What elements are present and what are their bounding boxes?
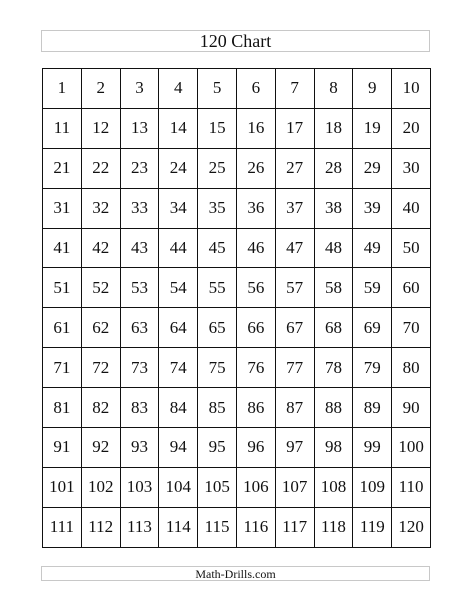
grid-cell: 16 (236, 108, 275, 148)
grid-cell: 56 (236, 268, 275, 308)
grid-cell: 85 (198, 388, 237, 428)
page-title-box (41, 30, 430, 52)
grid-cell: 11 (43, 108, 82, 148)
grid-cell: 119 (353, 507, 392, 547)
grid-cell: 70 (392, 308, 431, 348)
grid-row (43, 388, 431, 428)
grid-cell: 54 (159, 268, 198, 308)
grid-cell: 1 (43, 69, 82, 109)
grid-cell: 30 (392, 148, 431, 188)
grid-cell: 57 (275, 268, 314, 308)
grid-cell: 86 (236, 388, 275, 428)
number-chart-grid (42, 68, 431, 548)
grid-cell: 74 (159, 348, 198, 388)
grid-cell: 62 (81, 308, 120, 348)
grid-row (43, 228, 431, 268)
grid-cell: 99 (353, 428, 392, 468)
grid-cell: 25 (198, 148, 237, 188)
grid-cell: 77 (275, 348, 314, 388)
grid-cell: 108 (314, 467, 353, 507)
grid-cell: 44 (159, 228, 198, 268)
grid-cell: 71 (43, 348, 82, 388)
grid-cell: 13 (120, 108, 159, 148)
grid-cell: 107 (275, 467, 314, 507)
grid-cell: 79 (353, 348, 392, 388)
grid-cell: 14 (159, 108, 198, 148)
grid-cell: 23 (120, 148, 159, 188)
grid-cell: 28 (314, 148, 353, 188)
grid-cell: 117 (275, 507, 314, 547)
grid-cell: 47 (275, 228, 314, 268)
grid-cell: 3 (120, 69, 159, 109)
grid-cell: 53 (120, 268, 159, 308)
grid-row (43, 148, 431, 188)
grid-cell: 41 (43, 228, 82, 268)
grid-cell: 103 (120, 467, 159, 507)
grid-cell: 111 (43, 507, 82, 547)
grid-cell: 72 (81, 348, 120, 388)
grid-cell: 100 (392, 428, 431, 468)
grid-row (43, 188, 431, 228)
grid-cell: 26 (236, 148, 275, 188)
grid-row (43, 428, 431, 468)
grid-cell: 36 (236, 188, 275, 228)
grid-cell: 27 (275, 148, 314, 188)
grid-cell: 104 (159, 467, 198, 507)
grid-cell: 33 (120, 188, 159, 228)
grid-cell: 52 (81, 268, 120, 308)
grid-cell: 55 (198, 268, 237, 308)
grid-row (43, 348, 431, 388)
grid-cell: 34 (159, 188, 198, 228)
grid-cell: 31 (43, 188, 82, 228)
grid-cell: 82 (81, 388, 120, 428)
grid-cell: 32 (81, 188, 120, 228)
grid-row (43, 268, 431, 308)
grid-cell: 92 (81, 428, 120, 468)
grid-cell: 67 (275, 308, 314, 348)
grid-cell: 76 (236, 348, 275, 388)
grid-cell: 94 (159, 428, 198, 468)
grid-cell: 105 (198, 467, 237, 507)
footer-text: Math-Drills.com (195, 566, 276, 581)
grid-cell: 102 (81, 467, 120, 507)
grid-cell: 89 (353, 388, 392, 428)
page-title: 120 Chart (199, 31, 272, 51)
grid-cell: 115 (198, 507, 237, 547)
grid-cell: 87 (275, 388, 314, 428)
grid-cell: 81 (43, 388, 82, 428)
grid-cell: 116 (236, 507, 275, 547)
grid-cell: 95 (198, 428, 237, 468)
grid-cell: 43 (120, 228, 159, 268)
grid-cell: 38 (314, 188, 353, 228)
grid-cell: 58 (314, 268, 353, 308)
grid-cell: 64 (159, 308, 198, 348)
grid-cell: 120 (392, 507, 431, 547)
grid-cell: 75 (198, 348, 237, 388)
grid-cell: 114 (159, 507, 198, 547)
grid-cell: 109 (353, 467, 392, 507)
grid-cell: 17 (275, 108, 314, 148)
grid-row (43, 467, 431, 507)
grid-row (43, 308, 431, 348)
grid-cell: 69 (353, 308, 392, 348)
grid-cell: 48 (314, 228, 353, 268)
grid-cell: 35 (198, 188, 237, 228)
grid-cell: 6 (236, 69, 275, 109)
grid-cell: 106 (236, 467, 275, 507)
grid-cell: 49 (353, 228, 392, 268)
grid-cell: 118 (314, 507, 353, 547)
grid-cell: 42 (81, 228, 120, 268)
grid-cell: 20 (392, 108, 431, 148)
grid-cell: 46 (236, 228, 275, 268)
grid-cell: 90 (392, 388, 431, 428)
grid-cell: 24 (159, 148, 198, 188)
grid-cell: 8 (314, 69, 353, 109)
grid-cell: 84 (159, 388, 198, 428)
grid-cell: 60 (392, 268, 431, 308)
grid-cell: 51 (43, 268, 82, 308)
grid-cell: 39 (353, 188, 392, 228)
footer-box (41, 566, 430, 581)
grid-cell: 66 (236, 308, 275, 348)
grid-cell: 19 (353, 108, 392, 148)
grid-cell: 113 (120, 507, 159, 547)
grid-cell: 65 (198, 308, 237, 348)
grid-cell: 18 (314, 108, 353, 148)
grid-cell: 45 (198, 228, 237, 268)
grid-cell: 91 (43, 428, 82, 468)
grid-cell: 7 (275, 69, 314, 109)
grid-row (43, 108, 431, 148)
grid-cell: 59 (353, 268, 392, 308)
grid-cell: 88 (314, 388, 353, 428)
grid-cell: 63 (120, 308, 159, 348)
grid-cell: 4 (159, 69, 198, 109)
grid-cell: 80 (392, 348, 431, 388)
grid-cell: 101 (43, 467, 82, 507)
grid-cell: 50 (392, 228, 431, 268)
grid-cell: 40 (392, 188, 431, 228)
grid-cell: 68 (314, 308, 353, 348)
grid-row (43, 69, 431, 109)
grid-cell: 83 (120, 388, 159, 428)
grid-cell: 112 (81, 507, 120, 547)
grid-cell: 93 (120, 428, 159, 468)
grid-cell: 98 (314, 428, 353, 468)
grid-cell: 5 (198, 69, 237, 109)
grid-cell: 61 (43, 308, 82, 348)
grid-cell: 22 (81, 148, 120, 188)
grid-cell: 78 (314, 348, 353, 388)
grid-cell: 10 (392, 69, 431, 109)
grid-cell: 110 (392, 467, 431, 507)
grid-cell: 96 (236, 428, 275, 468)
grid-cell: 21 (43, 148, 82, 188)
grid-cell: 2 (81, 69, 120, 109)
grid-row (43, 507, 431, 547)
grid-body (43, 69, 431, 548)
grid-cell: 15 (198, 108, 237, 148)
grid-cell: 97 (275, 428, 314, 468)
grid-cell: 9 (353, 69, 392, 109)
grid-cell: 29 (353, 148, 392, 188)
grid-cell: 73 (120, 348, 159, 388)
grid-cell: 37 (275, 188, 314, 228)
grid-cell: 12 (81, 108, 120, 148)
